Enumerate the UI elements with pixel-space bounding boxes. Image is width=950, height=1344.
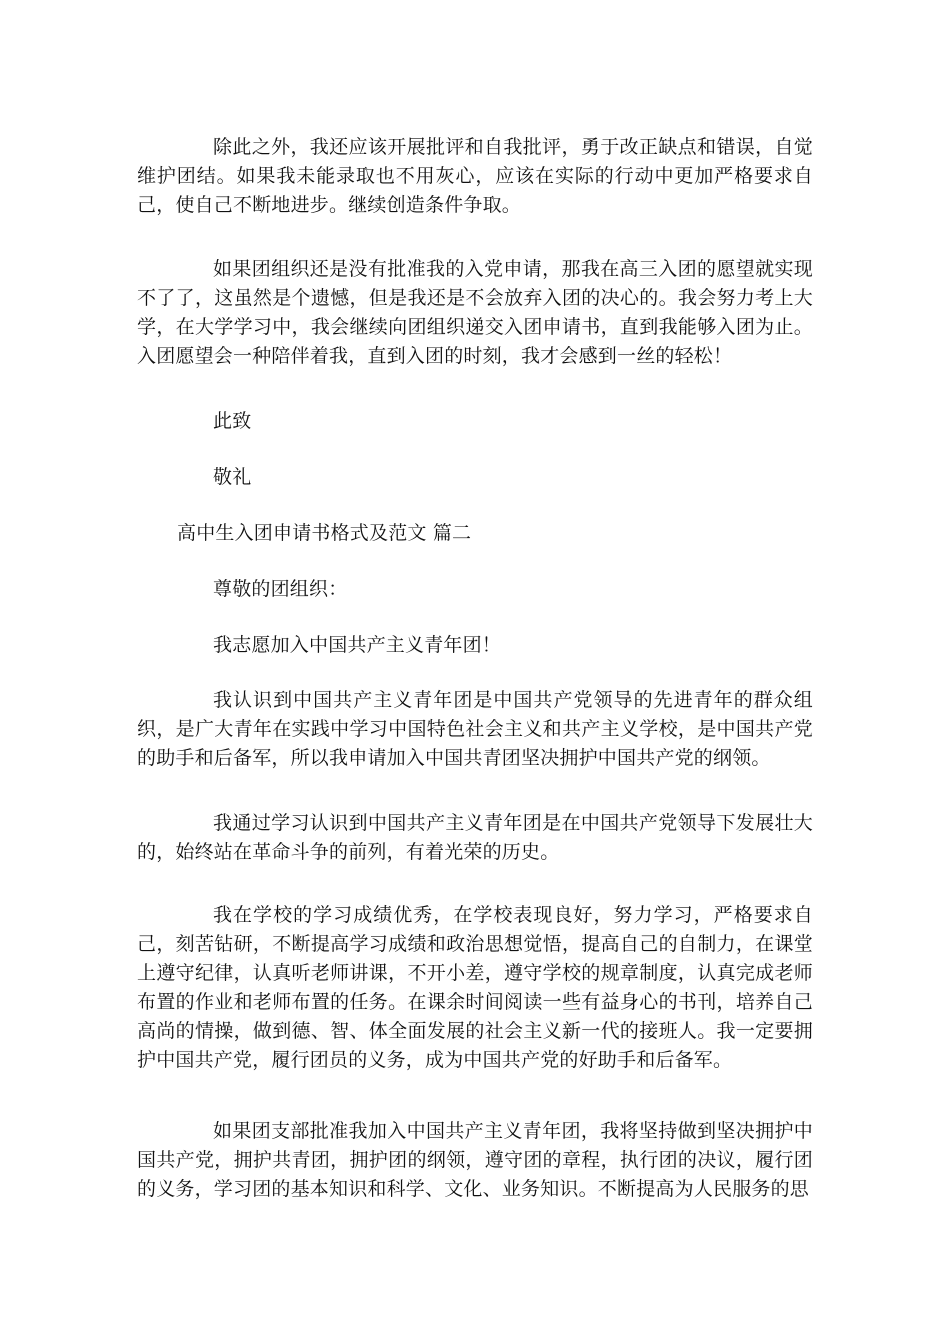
paragraph-understanding: 我认识到中国共产主义青年团是中国共产党领导的先进青年的群众组织，是广大青年在实践中学习中国特色社会主义和共产主义学校，是中国共产党的助手和后备军，所以我申请加入中国共青团坚决拥护中国共产党的纲领。: [137, 689, 813, 769]
section-heading: 高中生入团申请书格式及范文 篇二: [177, 522, 472, 544]
paragraph-self-criticism: 除此之外，我还应该开展批评和自我批评，勇于改正缺点和错误，自觉维护团结。如果我未能录取也不用灰心，应该在实际的行动中更加严格要求自己，使自己不断地进步。继续创造条件争取。: [137, 136, 813, 216]
closing-cizhi: 此致: [213, 410, 252, 432]
paragraph-performance: 我在学校的学习成绩优秀，在学校表现良好，努力学习，严格要求自己，刻苦钻研，不断提高学习成绩和政治思想觉悟，提高自己的自制力，在课堂上遵守纪律，认真听老师讲课，不开小差，遵守学校的规章制度，认真完成老师布置的作业和老师布置的任务。在课余时间阅读一些有益身心的书刊，培养自己高尚的情操，做到德、智、体全面发展的社会主义新一代的接班人。我一定要拥护中国共产党，履行团员的义务，成为中国共产党的好助手和后备军。: [137, 904, 813, 1071]
paragraph-volunteer: 我志愿加入中国共产主义青年团！: [213, 634, 502, 656]
paragraph-wish: 如果团组织还是没有批准我的入党申请，那我在高三入团的愿望就实现不了了，这虽然是个遗憾，但是我还是不会放弃入团的决心的。我会努力考上大学，在大学学习中，我会继续向团组织递交入团申请书，直到我能够入团为止。入团愿望会一种陪伴着我，直到入团的时刻，我才会感到一丝的轻松！: [137, 258, 813, 367]
paragraph-history: 我通过学习认识到中国共产主义青年团是在中国共产党领导下发展壮大的，始终站在革命斗争的前列，有着光荣的历史。: [137, 812, 813, 863]
salutation: 尊敬的团组织：: [213, 578, 348, 600]
paragraph-commitment: 如果团支部批准我加入中国共产主义青年团，我将坚持做到坚决拥护中国共产党，拥护共青团，拥护团的纲领，遵守团的章程，执行团的决议，履行团的义务，学习团的基本知识和科学、文化、业务知识。不断提高为人民服务的思: [137, 1120, 813, 1200]
closing-jingli: 敬礼: [213, 466, 252, 488]
